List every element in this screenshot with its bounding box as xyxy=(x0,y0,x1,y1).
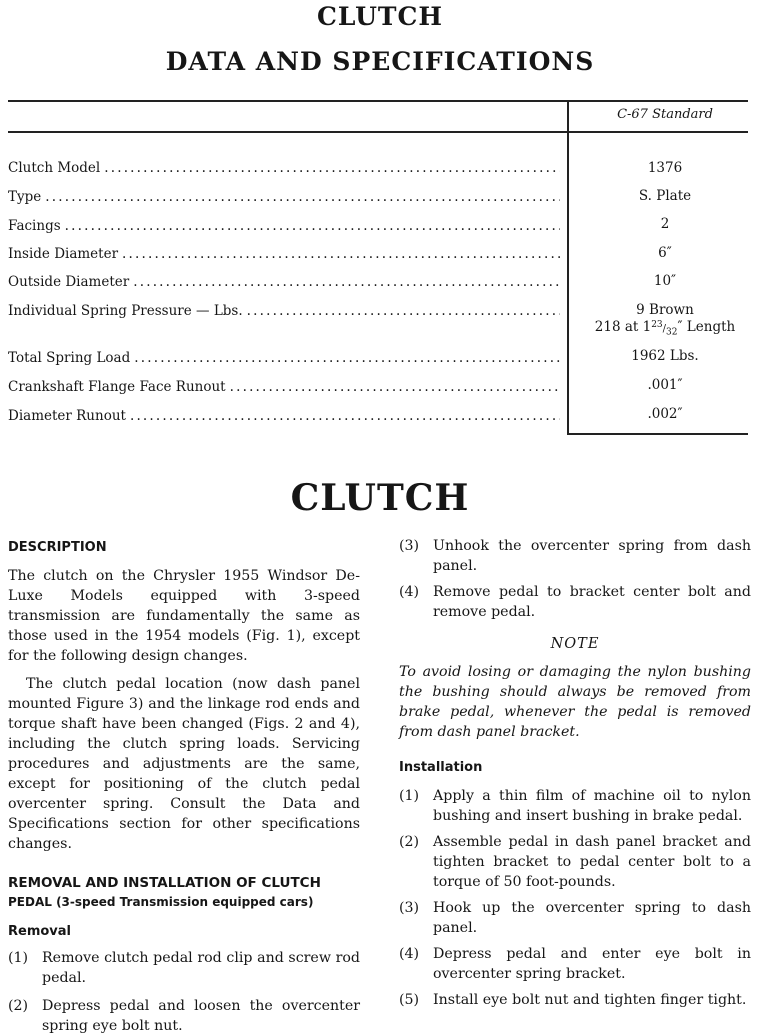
step-text: Depress pedal and loosen the overcenter spring eye bolt nut. xyxy=(42,998,360,1034)
heading-line: REMOVAL AND INSTALLATION OF CLUTCH xyxy=(8,875,321,891)
spec-row-label: Crankshaft Flange Face Runout ..... xyxy=(8,379,560,395)
spec-row-value: 1962 Lbs. xyxy=(631,348,699,364)
step-text: Apply a thin film of machine oil to nylon bushing and insert bushing in brake pedal. xyxy=(433,788,751,824)
spec-row-value: 10″ xyxy=(653,273,677,289)
table-top-rule xyxy=(8,100,748,102)
spec-row-label: Type ..... xyxy=(8,189,560,205)
spec-column-header: C-67 Standard xyxy=(617,107,713,122)
description-paragraph: The clutch on the Chrysler 1955 Windsor De-Luxe Models equipped with 3-speed transmission are fundamentally the same as those used in the 1954 models (Fig. 1), except for the following design changes. xyxy=(8,568,360,664)
page-title: CLUTCH xyxy=(316,2,444,31)
note-text: To avoid losing or damaging the nylon bushing the bushing should always be removed from brake pedal, whenever the pedal is removed from dash panel bracket. xyxy=(399,664,751,740)
list-item xyxy=(399,536,751,576)
list-item xyxy=(399,832,751,892)
spec-row-value-line2: 218 at $1^{23}/_{32}''$ Length xyxy=(594,319,736,337)
spec-row-value: 1376 xyxy=(647,160,683,176)
spec-row-label: Outside Diameter ..... xyxy=(8,274,560,290)
step-number: (3) xyxy=(399,900,420,916)
list-item xyxy=(8,996,360,1036)
spec-row-label: Individual Spring Pressure — Lbs. ..... xyxy=(8,303,560,319)
step-text: Remove clutch pedal rod clip and screw rod pedal. xyxy=(42,950,360,986)
step-number: (2) xyxy=(399,834,420,850)
spec-row-label: Total Spring Load ..... xyxy=(8,350,560,366)
section-title: CLUTCH xyxy=(290,477,470,519)
spec-row-value: S. Plate xyxy=(638,188,692,204)
left-column xyxy=(8,538,360,1036)
list-item xyxy=(399,944,751,984)
spec-row-value: .002″ xyxy=(647,406,683,422)
step-text: Hook up the overcenter spring to dash panel. xyxy=(433,900,751,936)
list-item xyxy=(399,786,751,826)
installation-heading: Installation xyxy=(399,760,483,775)
table-bottom-rule xyxy=(567,433,748,435)
step-number: (5) xyxy=(399,992,420,1008)
step-text: Remove pedal to bracket center bolt and remove pedal. xyxy=(433,584,751,620)
spec-row-value: .001″ xyxy=(647,377,683,393)
removal-installation-heading xyxy=(8,874,360,912)
list-item xyxy=(399,582,751,622)
list-item xyxy=(399,898,751,938)
list-item xyxy=(8,948,360,988)
description-paragraph: The clutch pedal location (now dash panel mounted Figure 3) and the linkage rod ends and torque shaft have been changed (Figs. 2 and 4), including the clutch spring loads. Servicing procedures and adjustments are the same, except for positioning of the clutch pedal overcenter spring. Consult the Data and Specifications section for other specifications changes. xyxy=(8,676,360,852)
heading-line: PEDAL (3-speed Transmission equipped cars) xyxy=(8,895,314,909)
step-number: (2) xyxy=(8,998,29,1014)
step-number: (4) xyxy=(399,946,420,962)
step-text: Assemble pedal in dash panel bracket and tighten bracket to pedal center bolt to a torque of 50 foot-pounds. xyxy=(433,834,751,890)
removal-subheading: Removal xyxy=(8,924,72,939)
spec-row-value: 2 xyxy=(660,216,670,232)
step-text: Install eye bolt nut and tighten finger tight. xyxy=(433,992,747,1008)
list-item xyxy=(399,990,751,1010)
step-number: (4) xyxy=(399,584,420,600)
spec-row-label: Inside Diameter ..... xyxy=(8,246,560,262)
note-title: NOTE xyxy=(550,636,600,652)
step-number: (3) xyxy=(399,538,420,554)
right-column xyxy=(399,536,751,1010)
spec-row-label: Diameter Runout ..... xyxy=(8,408,560,424)
description-heading: DESCRIPTION xyxy=(8,540,107,555)
spec-row-label: Clutch Model ..... xyxy=(8,160,560,176)
table-column-divider xyxy=(567,100,569,434)
spec-row-label: Facings ..... xyxy=(8,218,560,234)
spec-row-value: 6″ xyxy=(658,245,672,261)
step-number: (1) xyxy=(8,950,29,966)
page-subtitle: DATA AND SPECIFICATIONS xyxy=(165,47,595,76)
spec-row-value: 9 Brown xyxy=(636,302,694,318)
step-number: (1) xyxy=(399,788,420,804)
table-header-rule xyxy=(8,131,748,133)
step-text: Unhook the overcenter spring from dash panel. xyxy=(433,538,751,574)
step-text: Depress pedal and enter eye bolt in overcenter spring bracket. xyxy=(433,946,751,982)
